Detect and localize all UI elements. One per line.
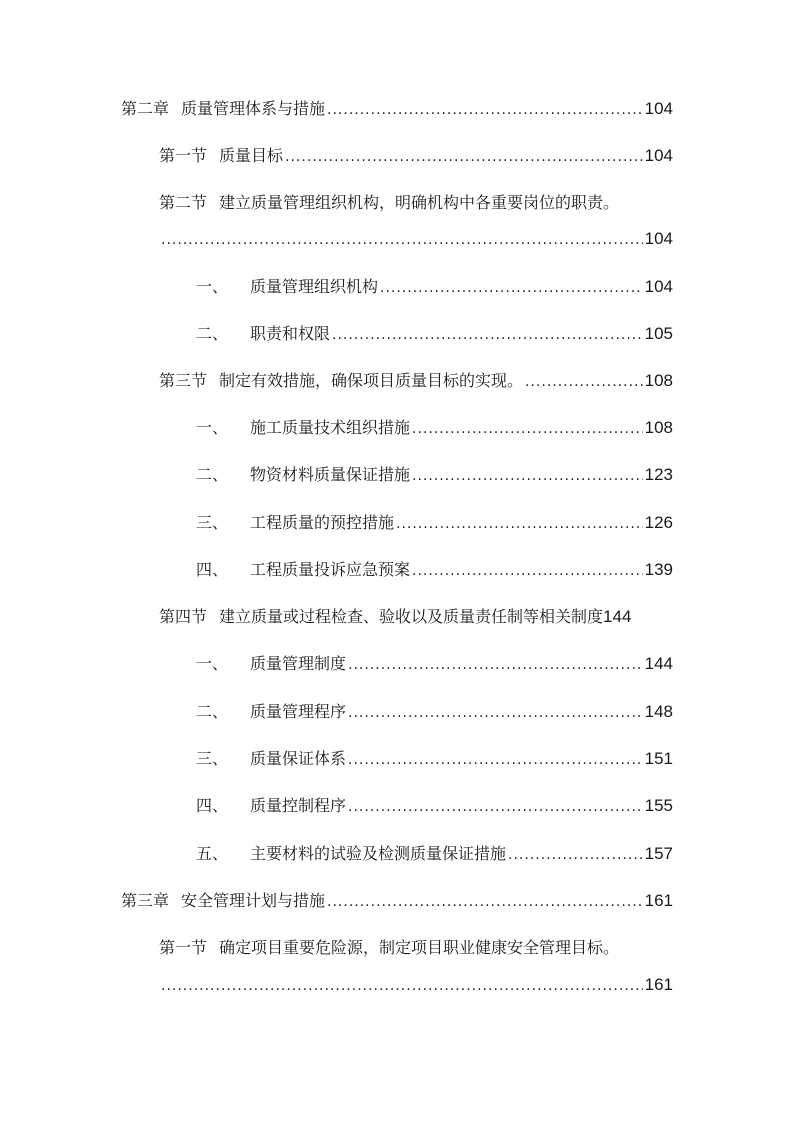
entry-title: 建立质量管理组织机构，明确机构中各重要岗位的职责。 [219, 193, 620, 212]
entry-title: 质量管理组织机构 [250, 277, 379, 296]
entry-prefix: 三、 [196, 749, 229, 768]
entry-prefix: 五、 [196, 844, 229, 863]
dot-leader [285, 145, 643, 169]
page-number: 108 [644, 418, 673, 437]
entry-prefix: 第一节 [159, 146, 208, 165]
toc-entry-subsection[interactable] [196, 747, 673, 771]
toc-entry-continuation[interactable] [159, 227, 673, 251]
entry-prefix: 第三节 [159, 371, 208, 390]
toc-entry-chapter-3[interactable] [121, 889, 673, 913]
toc-entry-subsection[interactable] [196, 558, 673, 582]
entry-title: 职责和权限 [250, 324, 331, 343]
entry-title: 确定项目重要危险源，制定项目职业健康安全管理目标。 [219, 938, 620, 957]
page-number: 151 [644, 749, 673, 768]
page-number: 104 [644, 99, 673, 118]
page-number: 148 [644, 702, 673, 721]
page-number: 104 [644, 229, 673, 248]
page-number: 144 [644, 654, 673, 673]
entry-prefix: 第一节 [159, 938, 208, 957]
toc-entry-section[interactable] [159, 144, 673, 168]
entry-prefix: 第四节 [159, 607, 208, 626]
entry-prefix: 一、 [196, 277, 229, 296]
entry-title: 质量控制程序 [250, 796, 347, 815]
dot-leader [348, 653, 643, 677]
entry-prefix: 第二章 [121, 99, 170, 118]
toc-entry-subsection[interactable] [196, 416, 673, 440]
entry-prefix: 一、 [196, 654, 229, 673]
page-number: 161 [644, 975, 673, 994]
toc-entry-subsection[interactable] [196, 275, 673, 299]
toc-entry-subsection[interactable] [196, 700, 673, 724]
page-number: 155 [644, 796, 673, 815]
page-number: 144 [603, 607, 632, 626]
entry-title: 安全管理计划与措施 [181, 891, 326, 910]
toc-entry-subsection[interactable] [196, 842, 673, 866]
page-number: 104 [644, 146, 673, 165]
entry-prefix: 第三章 [121, 891, 170, 910]
entry-title: 物资材料质量保证措施 [250, 465, 411, 484]
page-number: 108 [644, 371, 673, 390]
entry-title: 制定有效措施，确保项目质量目标的实现。 [219, 371, 524, 390]
dot-leader [327, 890, 643, 914]
entry-title: 质量管理体系与措施 [181, 99, 326, 118]
entry-prefix: 三、 [196, 513, 229, 532]
entry-title: 施工质量技术组织措施 [250, 418, 411, 437]
dot-leader [380, 276, 643, 300]
page-number: 139 [644, 560, 673, 579]
page-number: 157 [644, 844, 673, 863]
dot-leader [412, 417, 643, 441]
toc-entry-section[interactable] [159, 369, 673, 393]
entry-title: 质量管理制度 [250, 654, 347, 673]
dot-leader [525, 370, 643, 394]
dot-leader [327, 98, 643, 122]
dot-leader [161, 228, 643, 252]
toc-entry-subsection[interactable] [196, 794, 673, 818]
entry-title: 质量管理程序 [250, 702, 347, 721]
entry-prefix: 第二节 [159, 193, 208, 212]
dot-leader [348, 701, 643, 725]
entry-title: 质量保证体系 [250, 749, 347, 768]
entry-prefix: 四、 [196, 796, 229, 815]
toc-entry-section[interactable] [159, 191, 679, 215]
entry-title: 建立质量或过程检查、验收以及质量责任制等相关制度 [219, 607, 604, 626]
entry-prefix: 四、 [196, 560, 229, 579]
dot-leader [332, 323, 643, 347]
entry-title: 工程质量的预控措施 [250, 513, 395, 532]
page-number: 126 [644, 513, 673, 532]
toc-entry-section[interactable] [159, 605, 709, 629]
dot-leader [412, 559, 643, 583]
dot-leader [396, 512, 643, 536]
entry-title: 主要材料的试验及检测质量保证措施 [250, 844, 507, 863]
page-number: 161 [644, 891, 673, 910]
page-number: 104 [644, 277, 673, 296]
toc-entry-continuation[interactable] [159, 973, 673, 997]
toc-entry-subsection[interactable] [196, 652, 673, 676]
entry-prefix: 二、 [196, 324, 229, 343]
toc-entry-section[interactable] [159, 936, 679, 960]
toc-entry-chapter-2[interactable] [121, 97, 673, 121]
entry-prefix: 二、 [196, 465, 229, 484]
entry-title: 质量目标 [219, 146, 284, 165]
dot-leader [508, 843, 643, 867]
page-number: 105 [644, 324, 673, 343]
entry-prefix: 二、 [196, 702, 229, 721]
entry-prefix: 一、 [196, 418, 229, 437]
toc-entry-subsection[interactable] [196, 511, 673, 535]
page-number: 123 [644, 465, 673, 484]
dot-leader [348, 795, 643, 819]
toc-entry-subsection[interactable] [196, 322, 673, 346]
dot-leader [412, 464, 643, 488]
entry-title: 工程质量投诉应急预案 [250, 560, 411, 579]
dot-leader [161, 974, 643, 998]
toc-entry-subsection[interactable] [196, 463, 673, 487]
dot-leader [348, 748, 643, 772]
